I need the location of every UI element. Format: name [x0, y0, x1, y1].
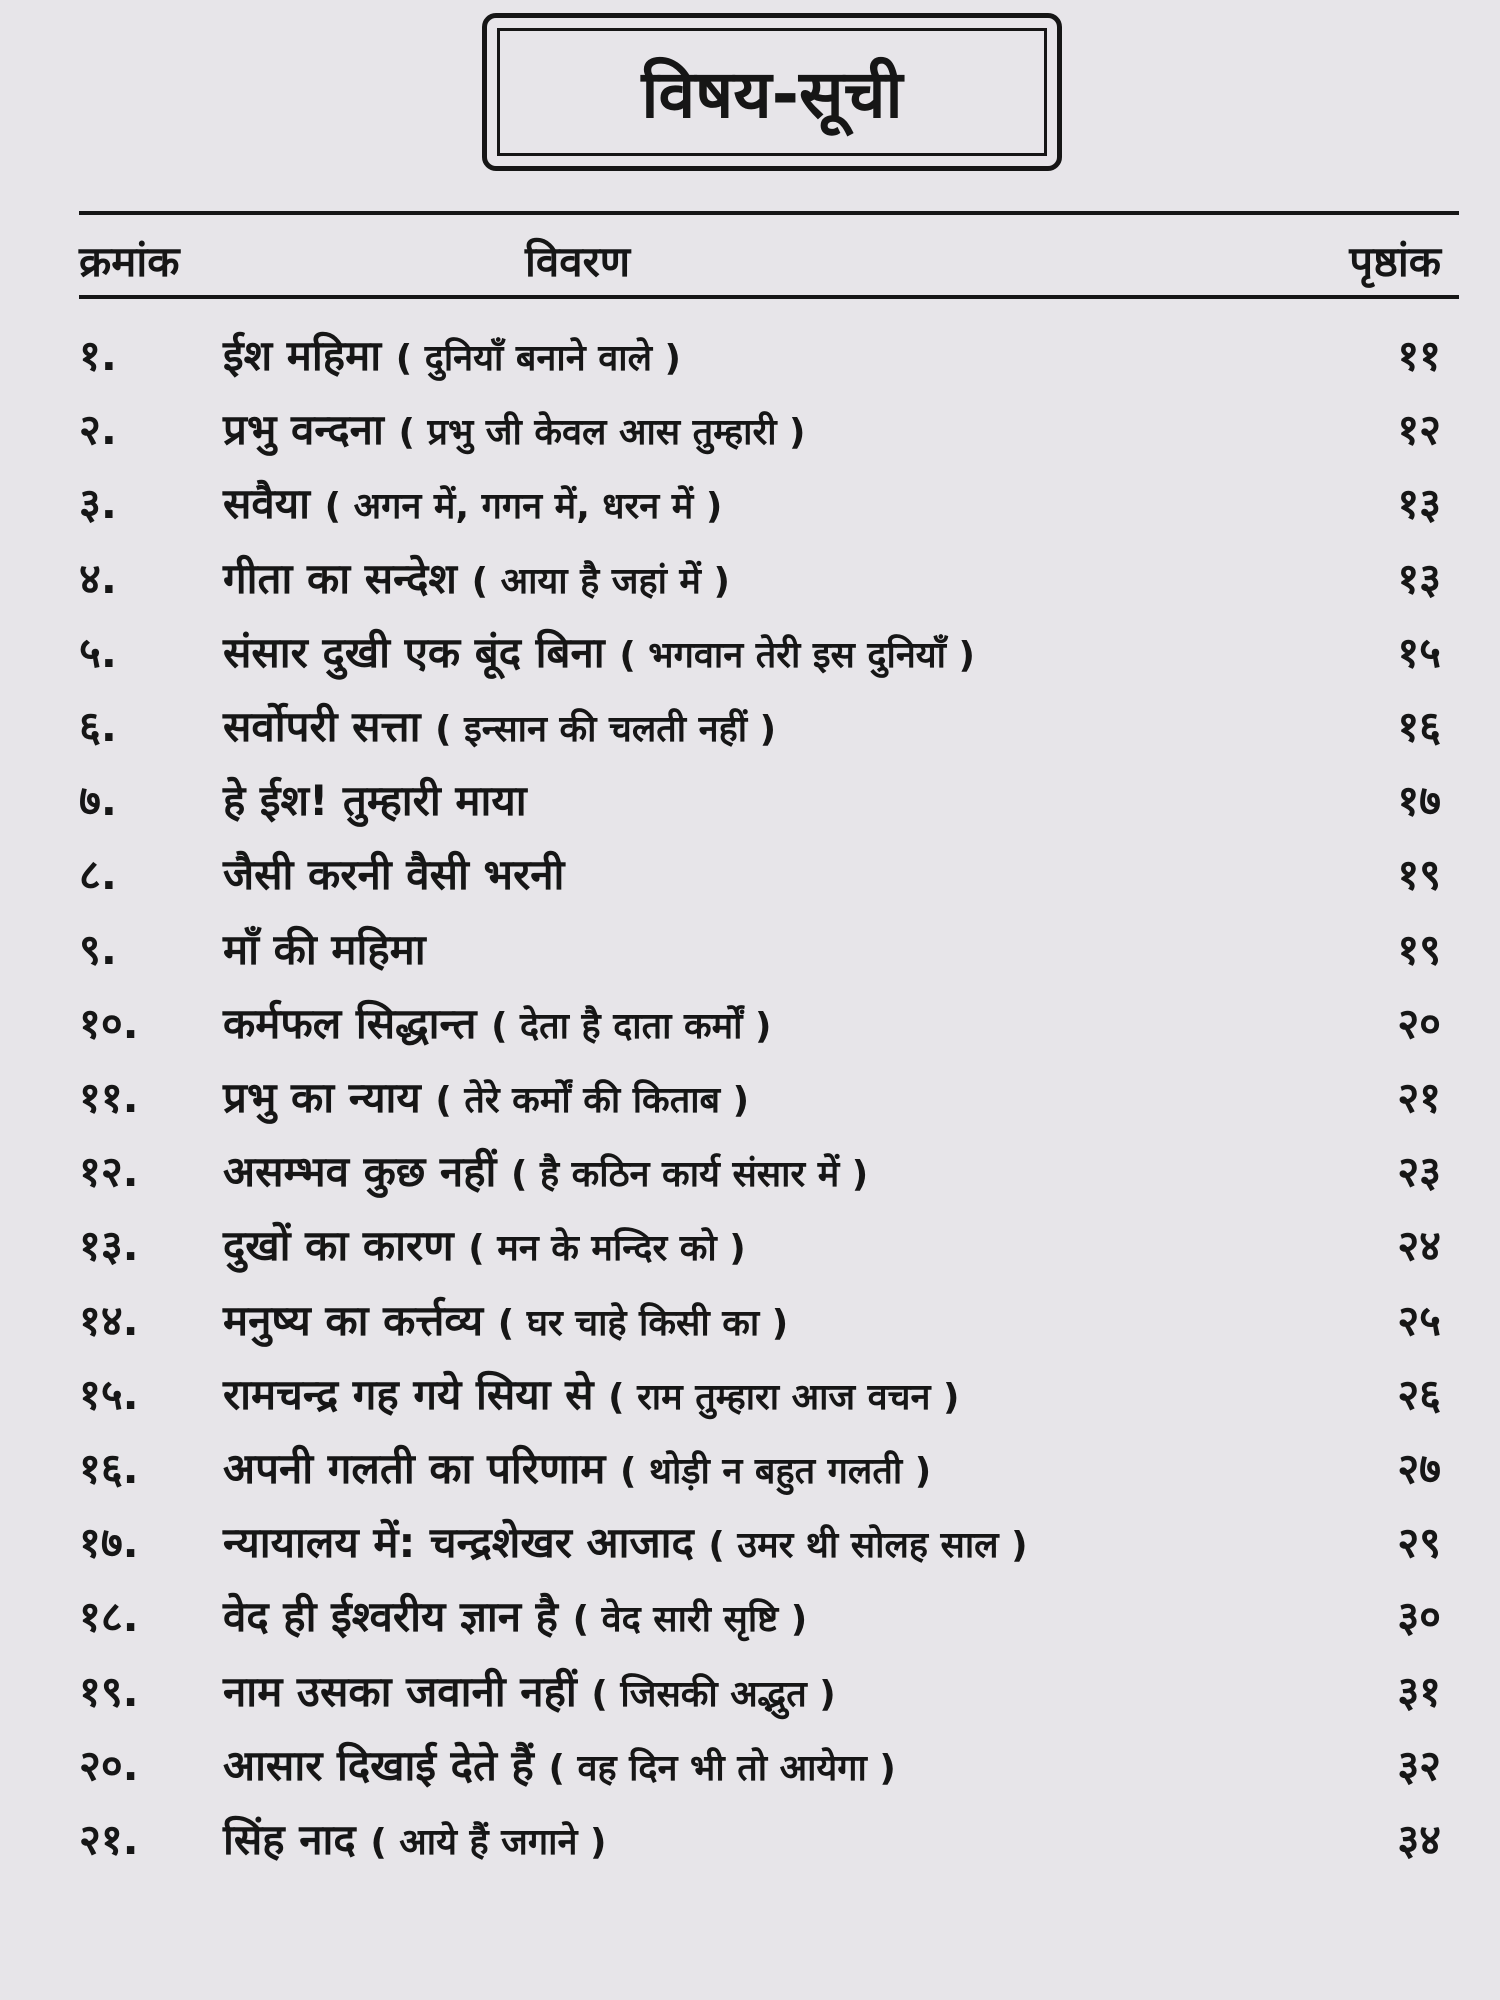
entry-title: नाम उसका जवानी नहीं — [223, 1666, 577, 1716]
entry-subtitle: ( आया है जहां में ) — [471, 560, 730, 602]
list-item — [0, 837, 1500, 911]
entry-subtitle: ( थोड़ी न बहुत गलती ) — [619, 1451, 932, 1492]
entry-subtitle: ( राम तुम्हारा आज वचन ) — [608, 1376, 960, 1418]
entry-subtitle: ( वह दिन भी तो आयेगा ) — [548, 1747, 896, 1789]
entry-subtitle: ( है कठिन कार्य संसार में ) — [511, 1154, 869, 1196]
list-item — [0, 1134, 1500, 1208]
list-item — [0, 1060, 1500, 1134]
entry-title-line — [223, 920, 426, 977]
list-item — [0, 912, 1500, 986]
entry-number: ५. — [79, 627, 117, 677]
entry-title: आसार दिखाई देते हैं — [223, 1740, 534, 1790]
entry-number: ७. — [79, 776, 117, 826]
entry-page: १३ — [1397, 553, 1441, 603]
top-divider — [79, 211, 1459, 215]
entry-title-line — [223, 771, 527, 828]
entry-title-line — [223, 326, 681, 383]
entry-title-line — [223, 697, 776, 754]
entry-page: १६ — [1397, 702, 1441, 751]
entry-number: १३. — [79, 1221, 139, 1271]
entry-title: गीता का सन्देश — [223, 553, 457, 603]
entry-number: ६. — [79, 702, 117, 751]
entry-subtitle: ( दुनियाँ बनाने वाले ) — [395, 338, 681, 379]
entry-number: १६. — [79, 1444, 139, 1493]
list-item — [0, 986, 1500, 1060]
entry-title-line — [223, 623, 975, 680]
entry-subtitle: ( इन्सान की चलती नहीं ) — [435, 709, 777, 750]
entry-number: १४. — [79, 1295, 139, 1345]
entry-title: रामचन्द्र गह गये सिया से — [223, 1369, 594, 1419]
entry-title-line — [223, 1662, 836, 1719]
entry-number: १७. — [79, 1518, 139, 1568]
title-frame — [482, 13, 1062, 171]
entry-title-line — [223, 845, 564, 902]
entry-subtitle: ( तेरे कर्मों की किताब ) — [435, 1080, 750, 1121]
entry-subtitle: ( जिसकी अद्भुत ) — [591, 1673, 836, 1715]
entry-page: ३२ — [1397, 1740, 1441, 1790]
entry-title: ईश महिमा — [223, 331, 382, 380]
entry-title: वेद ही ईश्वरीय ज्ञान है — [223, 1592, 558, 1642]
entry-title-line — [223, 994, 772, 1051]
entry-title: प्रभु का न्याय — [223, 1073, 421, 1122]
entry-page: १३ — [1397, 479, 1441, 529]
list-item — [0, 1357, 1500, 1431]
entry-title-line — [223, 1513, 1028, 1570]
list-item — [0, 1728, 1500, 1802]
entry-subtitle: ( देता है दाता कर्मों ) — [491, 1005, 772, 1047]
entry-title: माँ की महिमा — [223, 924, 426, 974]
entry-number: ९. — [79, 924, 117, 974]
entry-page: ११ — [1397, 331, 1441, 380]
entry-title: कर्मफल सिद्धान्त — [223, 998, 477, 1048]
entry-number: ३. — [79, 479, 117, 529]
entry-page: १५ — [1397, 627, 1441, 677]
page-title: विषय-सूची — [497, 28, 1047, 156]
entry-number: १. — [79, 331, 117, 380]
entry-number: २०. — [79, 1740, 139, 1790]
entry-title: असम्भव कुछ नहीं — [223, 1147, 497, 1197]
entry-subtitle: ( उमर थी सोलह साल ) — [708, 1525, 1028, 1567]
list-item — [0, 1208, 1500, 1282]
entry-title-line — [223, 1736, 896, 1793]
entry-page: ३१ — [1397, 1666, 1441, 1716]
entry-subtitle: ( अगन में, गगन में, धरन में ) — [324, 486, 723, 528]
entry-page: १९ — [1397, 924, 1441, 974]
entry-page: १९ — [1397, 850, 1441, 900]
entry-title: संसार दुखी एक बूंद बिना — [223, 627, 605, 677]
entry-title: न्यायालय में: चन्द्रशेखर आजाद — [223, 1518, 694, 1568]
list-item — [0, 615, 1500, 689]
entry-page: २३ — [1397, 1147, 1441, 1197]
entry-number: १०. — [79, 998, 139, 1048]
entry-number: १५. — [79, 1369, 139, 1419]
entry-title-line — [223, 1068, 749, 1125]
entry-title-line — [223, 1291, 788, 1348]
entry-number: २१. — [79, 1815, 139, 1864]
list-item — [0, 466, 1500, 540]
entry-subtitle: ( आये हैं जगाने ) — [370, 1822, 607, 1863]
entry-title-line — [223, 1216, 746, 1273]
entry-subtitle: ( वेद सारी सृष्टि ) — [572, 1599, 808, 1641]
list-item — [0, 1283, 1500, 1357]
entry-page: २६ — [1397, 1369, 1441, 1419]
list-item — [0, 392, 1500, 466]
entry-title-line — [223, 1365, 959, 1422]
header-divider — [79, 295, 1459, 299]
header-description: विवरण — [525, 237, 631, 286]
entry-number: ४. — [79, 553, 117, 603]
header-page: पृष्ठांक — [1349, 237, 1441, 286]
entry-page: २९ — [1397, 1518, 1441, 1568]
entry-page: ३४ — [1397, 1815, 1441, 1864]
entry-title: सिंह नाद — [223, 1815, 356, 1864]
entry-title-line — [223, 1142, 868, 1199]
entry-number: १२. — [79, 1147, 139, 1197]
entry-number: २. — [79, 405, 117, 455]
entry-page: १२ — [1397, 405, 1441, 455]
entry-subtitle: ( प्रभु जी केवल आस तुम्हारी ) — [398, 412, 806, 454]
entry-page: २४ — [1397, 1221, 1441, 1271]
entry-title: हे ईश! तुम्हारी माया — [223, 776, 527, 826]
entry-title: सर्वोपरी सत्ता — [223, 702, 421, 751]
entry-number: १८. — [79, 1592, 139, 1642]
list-item — [0, 1505, 1500, 1579]
list-item — [0, 1431, 1500, 1505]
entry-title: सवैया — [223, 479, 310, 529]
entry-number: ८. — [79, 850, 117, 900]
entry-subtitle: ( मन के मन्दिर को ) — [468, 1228, 746, 1270]
list-item — [0, 1654, 1500, 1728]
entry-title-line — [223, 1587, 807, 1644]
entry-title-line — [223, 1810, 606, 1867]
entry-title-line — [223, 400, 806, 457]
entry-title: अपनी गलती का परिणाम — [223, 1444, 606, 1493]
entry-title: जैसी करनी वैसी भरनी — [223, 850, 565, 900]
list-item — [0, 1579, 1500, 1653]
list-item — [0, 763, 1500, 837]
entry-number: ११. — [79, 1073, 139, 1122]
entry-title-line — [223, 474, 722, 531]
header-serial: क्रमांक — [79, 237, 180, 286]
entry-title-line — [223, 1439, 931, 1496]
entry-page: २७ — [1397, 1444, 1441, 1493]
entry-page: १७ — [1397, 776, 1441, 826]
list-item — [0, 318, 1500, 392]
entry-page: २० — [1397, 998, 1441, 1048]
entry-title: प्रभु वन्दना — [223, 405, 384, 455]
list-item — [0, 689, 1500, 763]
entry-title: दुखों का कारण — [223, 1221, 454, 1271]
list-item — [0, 1802, 1500, 1876]
entry-number: १९. — [79, 1666, 139, 1716]
list-item — [0, 541, 1500, 615]
entry-title-line — [223, 549, 730, 606]
entry-subtitle: ( भगवान तेरी इस दुनियाँ ) — [619, 634, 975, 676]
entry-page: २५ — [1397, 1295, 1441, 1345]
entry-page: २१ — [1397, 1073, 1441, 1122]
entry-subtitle: ( घर चाहे किसी का ) — [497, 1302, 789, 1344]
entry-page: ३० — [1397, 1592, 1441, 1642]
entry-title: मनुष्य का कर्त्तव्य — [223, 1295, 484, 1345]
